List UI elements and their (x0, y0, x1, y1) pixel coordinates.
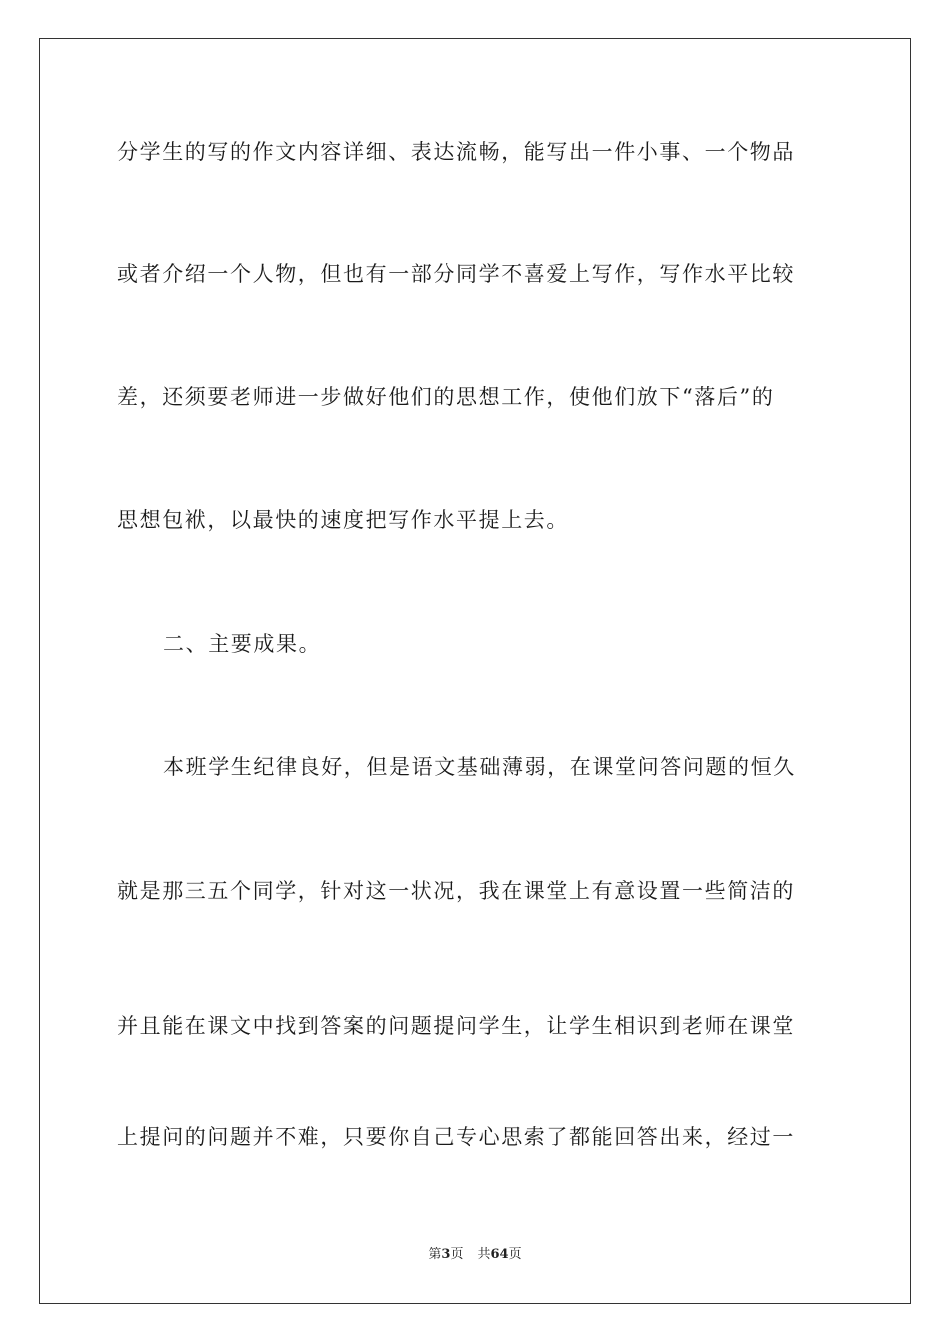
body-text-line: 分学生的写的作文内容详细、表达流畅，能写出一件小事、一个物品 (117, 140, 795, 164)
body-text-line: 上提问的问题并不难，只要你自己专心思索了都能回答出来，经过一 (117, 1125, 795, 1149)
body-text-line: 就是那三五个同学，针对这一状况，我在课堂上有意设置一些简洁的 (117, 879, 795, 903)
body-text-line: 并且能在课文中找到答案的问题提问学生，让学生相识到老师在课堂 (117, 1014, 795, 1038)
body-text-line: 本班学生纪律良好，但是语文基础薄弱，在课堂问答问题的恒久 (163, 755, 796, 779)
page-number: 3 (441, 1247, 451, 1262)
page-border (39, 38, 911, 1304)
body-text-line: 差，还须要老师进一步做好他们的思想工作，使他们放下“落后”的 (117, 385, 775, 409)
total-prefix: 共 (477, 1247, 491, 1262)
page-suffix: 页 (450, 1247, 464, 1262)
total-suffix: 页 (508, 1247, 522, 1262)
body-text-line: 思想包袱，以最快的速度把写作水平提上去。 (117, 508, 569, 532)
section-heading: 二、主要成果。 (163, 632, 322, 656)
body-text-line: 或者介绍一个人物，但也有一部分同学不喜爱上写作，写作水平比较 (117, 262, 795, 286)
page-prefix: 第 (428, 1247, 442, 1262)
page-footer (0, 1246, 950, 1264)
total-pages: 64 (490, 1247, 509, 1262)
